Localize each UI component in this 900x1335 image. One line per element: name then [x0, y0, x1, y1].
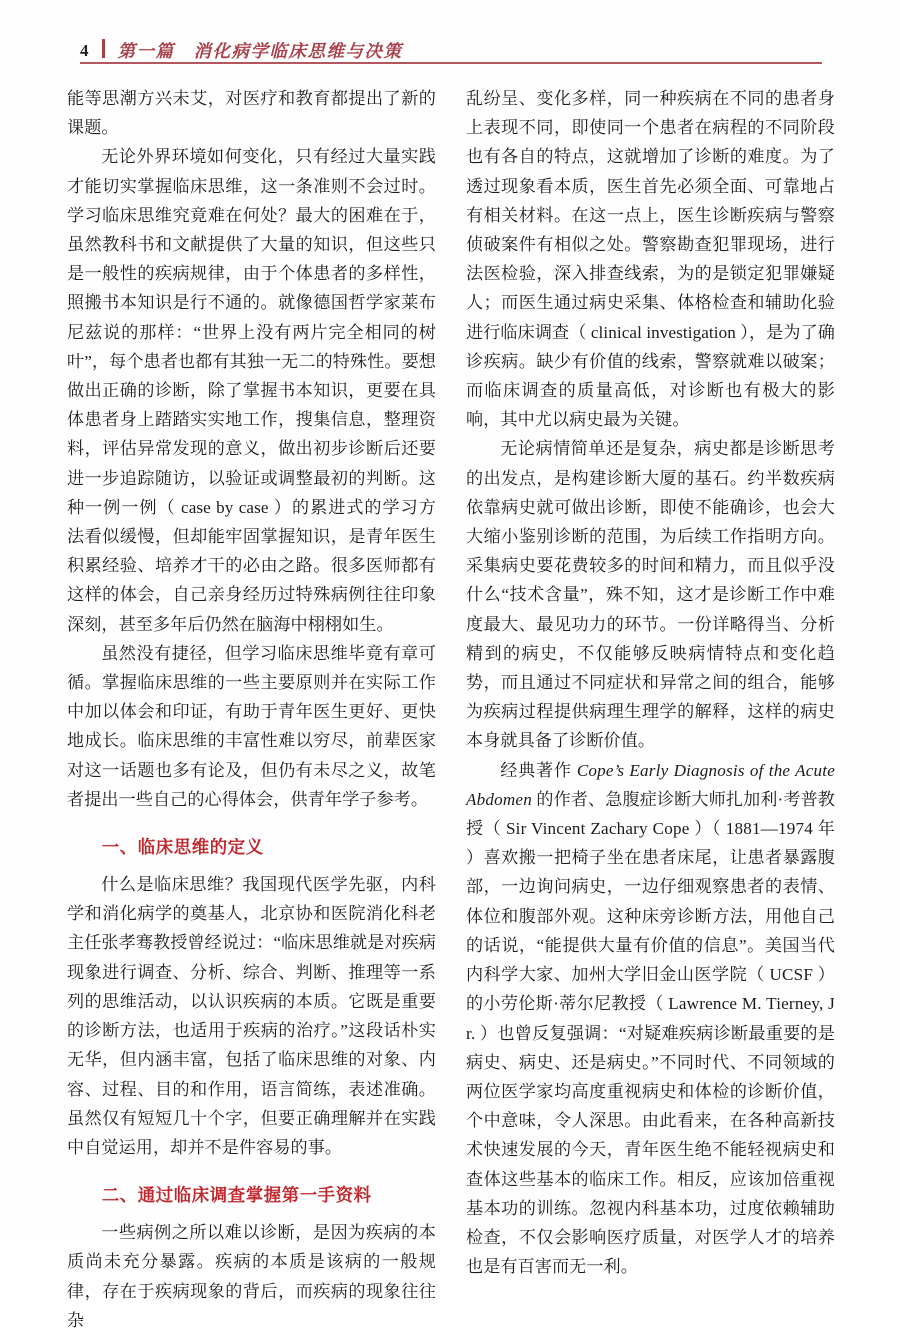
section-heading-1: 一、临床思维的定义 — [101, 838, 264, 859]
paragraph-continued-right: 乱纷呈、变化多样，同一种疾病在不同的患者身上表现不同，即使同一个患者在病程的不同阶段也有各自的特点，这就增加了诊断的难度。为了透过现象看本质，医生首先必须全面、可靠地占有相关材料。在这一点上，医生诊断疾病与警察侦破案件有相似之处。警察勘查犯罪现场，进行法医检验，深入排查线索，为的是锁定犯罪嫌疑人；而医生通过病史采集、体格检查和辅助化验进行临床调查（ clinical investigation ），是为了确诊疾病。缺少有价值的线索，警察就难以破案；而临床调查的质量高低，对诊断也有极大的影响，其中尤以病史最为关键。 — [466, 89, 835, 430]
running-head-title: 第一篇 消化病学临床思维与决策 — [117, 40, 403, 61]
paragraph-practice: 无论外界环境如何变化，只有经过大量实践才能切实掌握临床思维，这一条准则不会过时。学习临床思维究竟难在何处？最大的困难在于，虽然教科书和文献提供了大量的知识，但这些只是一般性的疾病规律，由于个体患者的多样性，照搬书本知识是行不通的。就像德国哲学家莱布尼兹说的那样：“世界上没有两片完全相同的树叶”，每个患者也都有其独一无二的特殊性。要想做出正确的诊断，除了掌握书本知识，更要在具体患者身上踏踏实实地工作，搜集信息，整理资料，评估异常发现的意义，做出初步诊断后还要进一步追踪随访，以验证或调整最初的判断。这种一例一例（ case by case ）的累进式的学习方法看似缓慢，但却能牢固掌握知识，是青年医生积累经验、培养才干的必由之路。很多医师都有这样的体会，自己亲身经历过特殊病例往往印象深刻，甚至多年后仍然在脑海中栩栩如生。 — [67, 147, 436, 634]
paragraph-cope-tierney — [466, 756, 835, 1282]
running-head — [80, 20, 822, 62]
cope-mid-text-1: 的作者、急腹症诊断大师扎加利·考普教授（ — [466, 789, 835, 839]
paragraph-continued-top: 能等思潮方兴未艾，对医疗和教育都提出了新的课题。 — [67, 89, 436, 138]
person-name-tierney: Lawrence M. Tierney, Jr. — [466, 994, 836, 1043]
left-column — [67, 84, 436, 1330]
cope-lead-text: 经典著作 — [500, 760, 577, 780]
person-name-cope: Sir Vincent Zachary Cope — [505, 819, 690, 839]
paragraph-history-cornerstone: 无论病情简单还是复杂，病史都是诊断思考的出发点，是构建诊断大厦的基石。约半数疾病依靠病史就可做出诊断，即使不能确诊，也会大大缩小鉴别诊断的范围，为后续工作指明方向。采集病史要花费较多的时间和精力，而且似乎没什么“技术含量”，殊不知，这才是诊断工作中难度最大、最见功力的环节。一份详略得当、分析精到的病史，不仅能够反映病情特点和变化趋势，而且通过不同症状和异常之间的组合，能够为疾病过程提供病理生理学的解释，这样的病史本身就具备了诊断价值。 — [466, 439, 835, 751]
section-heading-2: 二、通过临床调查掌握第一手资料 — [101, 1186, 372, 1207]
cope-mid-text-2: ）（ — [689, 819, 726, 839]
paragraph-definition: 什么是临床思维？我国现代医学先驱，内科学和消化病学的奠基人，北京协和医院消化科老主任张孝骞教授曾经说过：“临床思维就是对疾病现象进行调查、分析、综合、判断、推理等一系列的思维活动，以认识疾病的本质。它既是重要的诊断方法，也适用于疾病的治疗。”这段话朴实无华，但内涵丰富，包括了临床思维的对象、内容、过程、目的和作用，语言简练，表述准确。虽然仅有短短几十个字，但要正确理解并在实践中自觉运用，却并不是件容易的事。 — [67, 875, 436, 1157]
cope-mid-text-4: ）的小劳伦斯·蒂尔尼教授（ — [466, 965, 835, 1014]
body-columns — [67, 84, 836, 1330]
paragraph-no-shortcut: 虽然没有捷径，但学习临床思维毕竟有章可循。掌握临床思维的一些主要原则并在实际工作中加以体会和印证，有助于青年医生更好、更快地成长。临床思维的丰富性难以穷尽，前辈医家对这一话题也多有论及，但仍有未尽之义，故笔者提出一些自己的心得体会，供青年学子参考。 — [67, 643, 436, 809]
cope-life-years: 1881—1974 — [725, 819, 814, 839]
paragraph-firsthand-data: 一些病例之所以难以诊断，是因为疾病的本质尚未充分暴露。疾病的本质是该病的一般规律，存在于疾病现象的背后，而疾病的现象往往杂 — [67, 1223, 436, 1330]
header-divider-bar — [102, 39, 105, 58]
book-title-cope: Cope’s Early Diagnosis of the Acute Abdomen — [466, 760, 835, 809]
header-rule-line — [80, 62, 822, 64]
institution-ucsf: UCSF — [769, 965, 814, 985]
page-number: 4 — [80, 41, 89, 60]
cope-tail-text: ）也曾反复强调：“对疑难疾病诊断最重要的是病史、病史、还是病史。”不同时代、不同领域的两位医学家均高度重视病史和体检的诊断价值，个中意味，令人深思。由此看来，在各种高新技术快速发展的今天，青年医生绝不能轻视病史和查体这些基本的临床工作。相反，应该加倍重视基本功的训练。忽视内科基本功，过度依赖辅助检查，不仅会影响医疗质量，对医学人才的培养也是有百害而无一利。 — [466, 1023, 835, 1277]
right-column — [466, 84, 836, 1277]
cope-mid-text-3: 年 ）喜欢搬一把椅子坐在患者床尾，让患者暴露腹部，一边询问病史，一边仔细观察患者的表情、体位和腹部外观。这种床旁诊断方法，用他自己的话说，“能提供大量有价值的信息”。美国当代内科学大家、加州大学旧金山医学院（ — [466, 819, 835, 985]
